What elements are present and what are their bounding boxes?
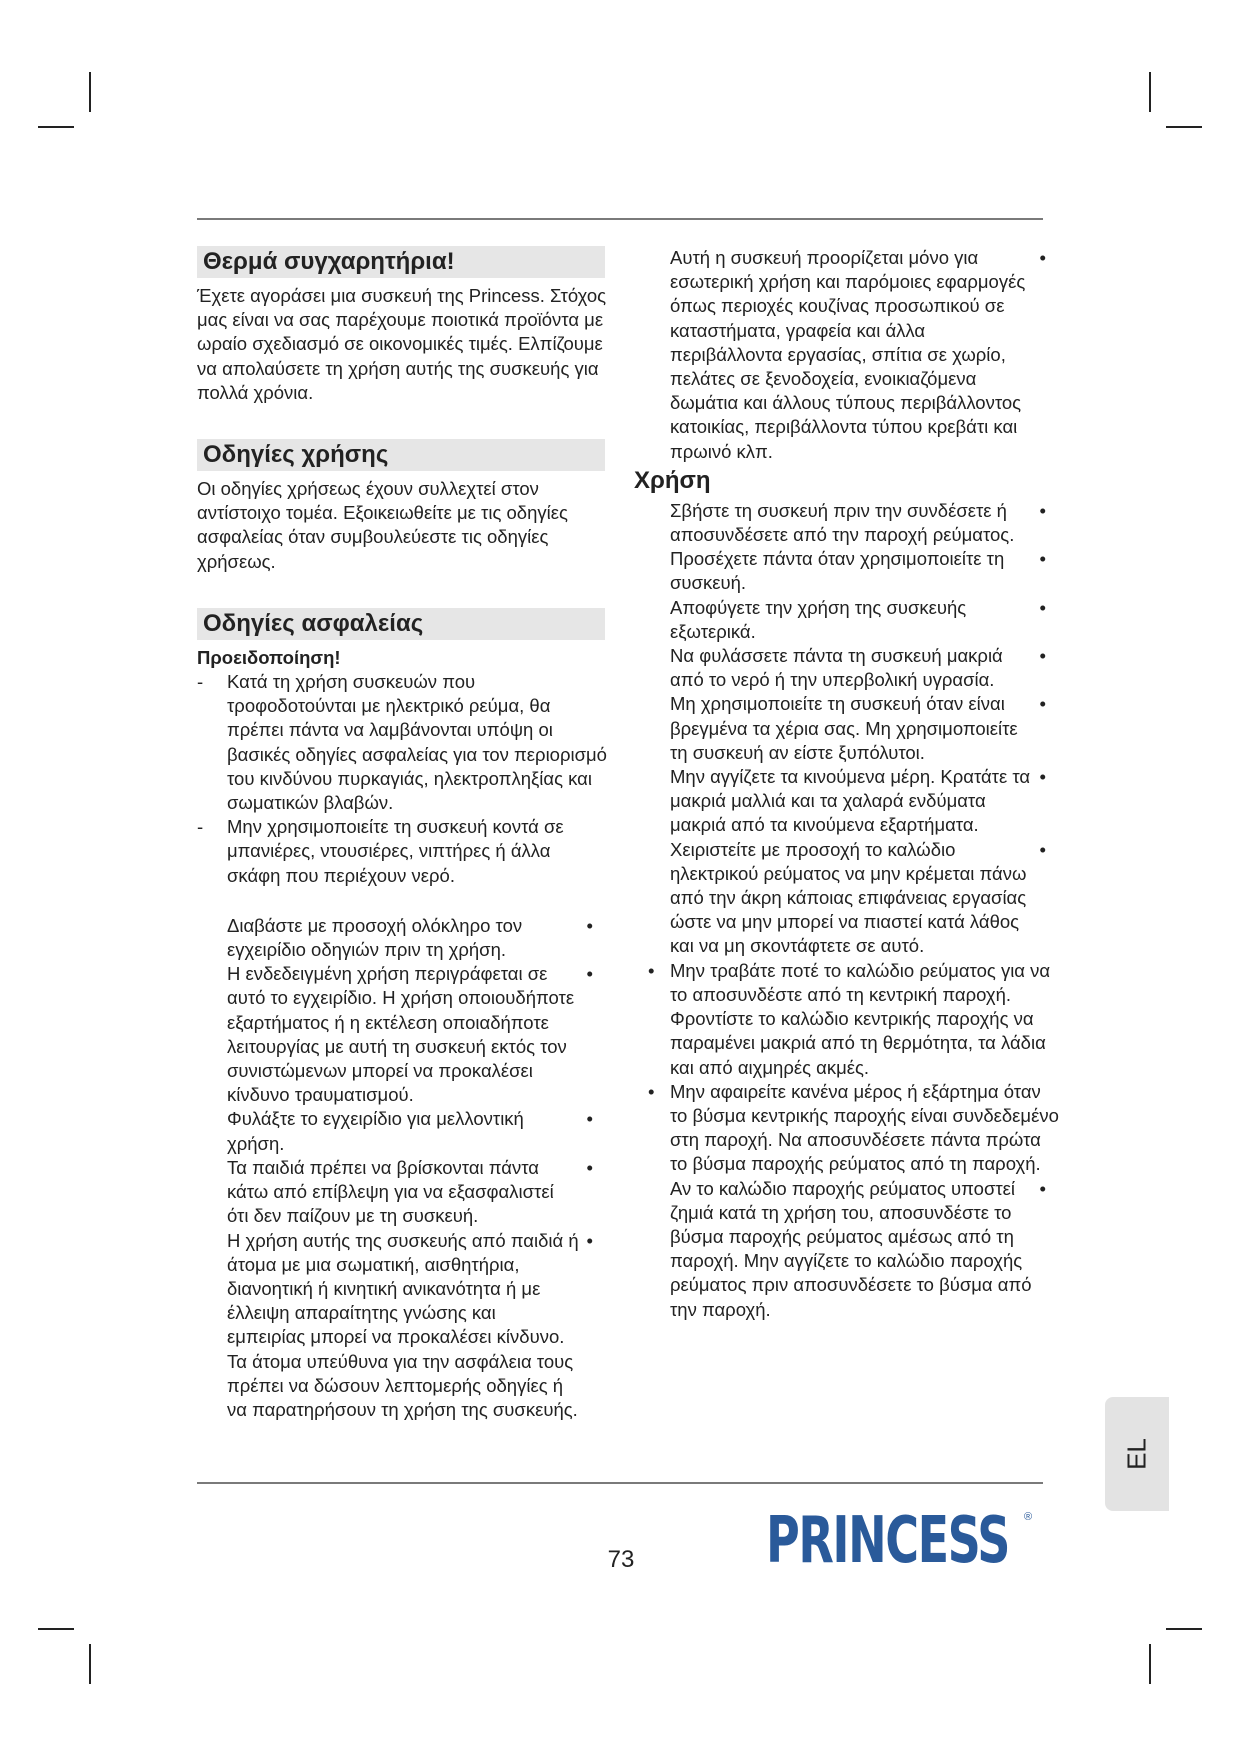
- use-item: Σβήστε τη συσκευή πριν την συνδέσετε ή αποσυνδέσετε από την παροχή ρεύματος. •: [670, 499, 1046, 546]
- crop-mark: [89, 1644, 91, 1684]
- crop-mark: [38, 126, 74, 128]
- bottom-rule: [197, 1482, 1043, 1484]
- intro-text: Έχετε αγοράσει μια συσκευή της Princess. Στόχος μας είναι να σας παρέχουμε ποιοτικά προϊόντα με ωραίο σχεδιασμό σε οικονομικές τιμές. Ελπίζουμε να απολαύσετε τη χρήση αυτής της συσκευής για πολλά χρόνια.: [197, 285, 607, 403]
- bullet-icon: •: [1039, 838, 1046, 860]
- language-tab-label: EL: [1121, 1438, 1152, 1470]
- safety-heading: Οδηγίες ασφαλείας: [197, 608, 605, 640]
- use-item: Μην αγγίζετε τα κινούμενα μέρη. Κρατάτε τα μακριά μαλλιά και τα χαλαρά ενδύματα μακριά από τα κινούμενα εξαρτήματα. •: [670, 766, 1046, 836]
- use-item: Προσέχετε πάντα όταν χρησιμοποιείτε τη συσκευή. •: [670, 548, 1046, 594]
- bullet-icon: •: [586, 914, 593, 936]
- warning-title: Προειδοποίηση!: [197, 646, 341, 668]
- bullet-icon: •: [586, 1229, 593, 1251]
- language-tab: [1105, 1397, 1169, 1511]
- brand-name: PRINCESS: [766, 1504, 1010, 1578]
- top-rule: [197, 218, 1043, 220]
- safety-item: Φυλάξτε το εγχειρίδιο για μελλοντική χρήση. •: [227, 1108, 593, 1154]
- bullet-icon: •: [586, 1156, 593, 1178]
- bullet-icon: •: [1039, 645, 1046, 667]
- usage-heading: Οδηγίες χρήσης: [197, 439, 605, 471]
- page-number: 73: [607, 1546, 635, 1573]
- use-heading: Χρήση: [634, 466, 711, 494]
- use-item: • Μην αφαιρείτε κανένα μέρος ή εξάρτημα όταν το βύσμα κεντρικής παροχής είναι συνδεδεμένο στη παροχή. Να αποσυνδέσετε πάντα πρώτα το βύσμα παροχής ρεύματος από τη παροχή.: [648, 1080, 1059, 1175]
- bullet-icon: •: [586, 963, 593, 985]
- safety-item: Τα παιδιά πρέπει να βρίσκονται πάντα κάτω από επίβλεψη για να εξασφαλιστεί ότι δεν παίζουν με τη συσκευή. •: [227, 1156, 593, 1227]
- princess-logo: [762, 1505, 1042, 1577]
- use-item: Να φυλάσσετε πάντα τη συσκευή μακριά από το νερό ή την υπερβολική υγρασία. •: [670, 645, 1046, 691]
- usage-text: Οι οδηγίες χρήσεως έχουν συλλεχτεί στον αντίστοιχο τομέα. Εξοικειωθείτε με τις οδηγίες ασφαλείας όταν συμβουλεύεστε τις οδηγίες χρήσεως.: [197, 478, 568, 572]
- bullet-icon: •: [1039, 596, 1046, 618]
- intro-heading: Θερμά συγχαρητήρια!: [197, 246, 605, 278]
- bullet-icon: •: [648, 1080, 655, 1102]
- use-item: Αν το καλώδιο παροχής ρεύματος υποστεί ζημιά κατά τη χρήση του, αποσυνδέστε το βύσμα παροχής ρεύματος αμέσως από τη παροχή. Μην αγγίζετε το καλώδιο παροχής ρεύματος πριν αποσυνδέσετε το βύσμα από την παροχή. •: [670, 1177, 1046, 1320]
- safety-item: Η χρήση αυτής της συσκευής από παιδιά ή άτομα με μια σωματική, αισθητήρια, διανοητική ή κινητική ανικανότητα ή με έλλειψη απαραίτητης γνώσης και εμπειρίας μπορεί να προκαλέσει κίνδυνο. Τα άτομα υπεύθυνα για την ασφάλεια τους πρέπει να δώσουν λεπτομερής οδηγίες ή να παρατηρήσουν τη χρήση της συσκευής. •: [227, 1229, 593, 1420]
- use-item: Αποφύγετε την χρήση της συσκευής εξωτερικά. •: [670, 596, 1046, 642]
- crop-mark: [1149, 1644, 1151, 1684]
- brand-registered-mark: ®: [1024, 1511, 1033, 1523]
- warning-item: - Κατά τη χρήση συσκευών που τροφοδοτούνται με ηλεκτρικό ρεύμα, θα πρέπει πάντα να λαμβάνονται υπόψη οι βασικές οδηγίες ασφαλείας για τον περιορισμό του κινδύνου πυρκαγιάς, ηλεκτροπληξίας και σωματικών βλαβών.: [197, 671, 607, 814]
- warning-item: - Μην χρησιμοποιείτε τη συσκευή κοντά σε μπανιέρες, ντουσιέρες, νιπτήρες ή άλλα σκάφη που περιέχουν νερό.: [197, 816, 564, 886]
- bullet-icon: •: [586, 1108, 593, 1130]
- use-item: Χειριστείτε με προσοχή το καλώδιο ηλεκτρικού ρεύματος να μην κρέμεται πάνω από την άκρη κάποιας επιφάνειας εργασίας ώστε να μην μπορεί να πιαστεί κατά λάθος και να μη σκοντάφτετε σε αυτό. •: [670, 838, 1046, 957]
- bullet-icon: •: [648, 959, 655, 981]
- use-item: Μη χρησιμοποιείτε τη συσκευή όταν είναι βρεγμένα τα χέρια σας. Μη χρησιμοποιείτε τη συσκευή αν είστε ξυπόλυτοι. •: [670, 693, 1046, 763]
- crop-mark: [89, 72, 91, 112]
- use-item: • Μην τραβάτε ποτέ το καλώδιο ρεύματος για να το αποσυνδέστε από τη κεντρική παροχή. Φροντίστε το καλώδιο κεντρικής παροχής να παραμένει μακριά από τη θερμότητα, τα λάδια και από αιχμηρές ακμές.: [648, 959, 1051, 1078]
- bullet-icon: •: [1039, 766, 1046, 788]
- crop-mark: [1166, 126, 1202, 128]
- bullet-icon: •: [1039, 1177, 1046, 1199]
- right-column: [634, 246, 1060, 1322]
- intended-use-item: Αυτή η συσκευή προορίζεται μόνο για εσωτερική χρήση και παρόμοιες εφαρμογές όπως περιοχές κουζίνας προσωπικού σε καταστήματα, γραφεία και άλλα περιβάλλοντα εργασίας, σπίτια σε χωρίο, πελάτες σε ξενοδοχεία, ενοικιαζόμενα δωμάτια και άλλους τύπους περιβάλλοντος κατοικίας, περιβάλλοντα τύπου κρεβάτι και πρωινό κλπ. •: [670, 247, 1046, 462]
- safety-item: Η ενδεδειγμένη χρήση περιγράφεται σε αυτό το εγχειρίδιο. Η χρήση οποιουδήποτε εξαρτήματος ή η εκτέλεση οποιαδήποτε λειτουργίας με αυτή τη συσκευή εκτός τον συνιστώμενων μπορεί να προκαλέσει κίνδυνο τραυματισμού. •: [227, 963, 593, 1106]
- bullet-icon: •: [1039, 548, 1046, 570]
- safety-item: Διαβάστε με προσοχή ολόκληρο τον εγχειρίδιο οδηγιών πριν τη χρήση. •: [227, 914, 593, 961]
- left-column: [197, 246, 607, 1422]
- bullet-icon: •: [1039, 499, 1046, 521]
- bullet-icon: •: [1039, 247, 1046, 268]
- crop-mark: [1166, 1628, 1202, 1630]
- bullet-icon: •: [1039, 693, 1046, 715]
- crop-mark: [1149, 72, 1151, 112]
- crop-mark: [38, 1628, 74, 1630]
